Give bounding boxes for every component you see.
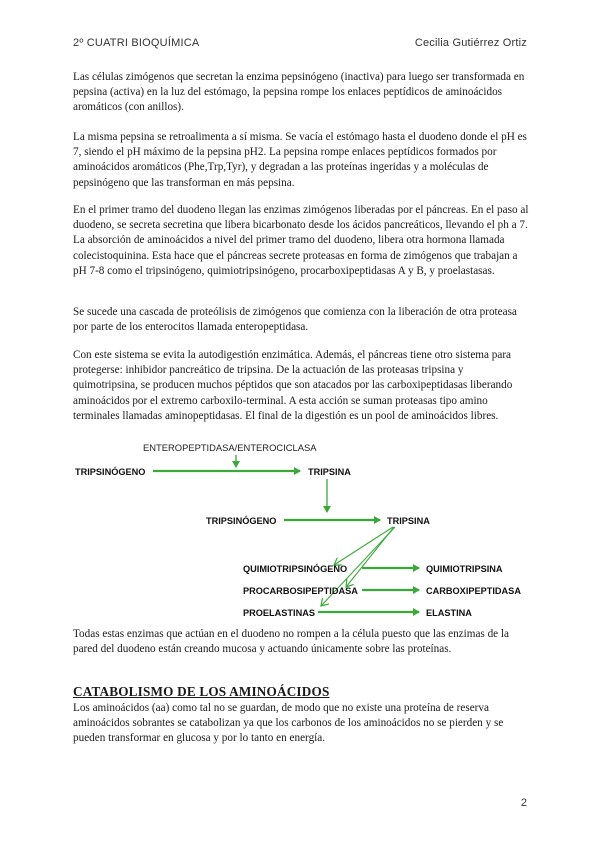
row3-zymogen-label: QUIMIOTRIPSINÓGENO (243, 564, 348, 574)
page-number: 2 (520, 797, 527, 809)
row5-zymogen-label: PROELASTINAS (243, 608, 315, 618)
paragraph-5: Con este sistema se evita la autodigestión enzimática. Además, el páncreas tiene otro sistema para protegerse: inhibidor pancreático de tripsina. De la actuación de las proteasas tripsina y quimotripsina, se producen muchos péptidos que son atacados por las carboxipeptidasas liberando aminoácidos por el extremo carboxilo-terminal. A esta acción se suman proteasas tipo amino terminales llamadas aminopeptidasas. El final de la digestión es un pool de aminoácidos libres. (73, 349, 513, 422)
header-left-title: 2º CUATRI BIOQUÍMICA (73, 37, 200, 49)
paragraph-4: Se sucede una cascada de proteólisis de zimógenos que comienza con la liberación de otra proteasa por parte de los enterocitos llamada enteropeptidasa. (73, 306, 517, 334)
header-author: Cecilia Gutiérrez Ortiz (414, 37, 527, 49)
paragraph-7: Los aminoácidos (aa) como tal no se guardan, de modo que no existe una proteína de reserva aminoácidos sobrantes se catabolizan ya que los carbonos de los aminoácidos no se pierden y se pueden transformar en glucosa y por lo tanto en energía. (73, 702, 504, 745)
row5-enzyme-label: ELASTINA (426, 608, 472, 618)
paragraph-3: En el primer tramo del duodeno llegan las enzimas zimógenos liberadas por el páncreas. En el paso al duodeno, se secreta secretina que libera bicarbonato desde los ácidos pancreáticos, llevando el ph a 7. La absorción de aminoácidos a nivel del primer tramo del duodeno, libera otra hormona llamada colecistoquinina. Esta hace que el páncreas secrete proteasas en forma de zimógenos que trabajan a pH 7-8 como el tripsinógeno, quimiotripsinógeno, procarboxipeptidasas A y B, y proelastasas. (73, 204, 529, 277)
enteropeptidase-label: ENTEROPEPTIDASA/ENTEROCICLASA (143, 442, 317, 453)
paragraph-1: Las células zimógenos que secretan la enzima pepsinógeno (inactiva) para luego ser transformada en pepsina (activa) en la luz del estómago, la pepsina rompe los enlaces peptídicos de aminoácidos aromáticos (con anillos). (73, 71, 525, 114)
row4-zymogen-label: PROCARBOSIPEPTIDASA (243, 586, 358, 596)
row1-enzyme-label: TRIPSINA (308, 467, 351, 477)
paragraph-2: La misma pepsina se retroalimenta a sí misma. Se vacía el estómago hasta el duodeno donde el pH es 7, siendo el pH máximo de la pepsina pH2. La pepsina rompe enlaces peptídicos formados por aminoácidos aromáticos (Phe,Trp,Tyr), y degradan a las proteínas ingeridas y a moléculas de pepsinógeno que las transforman en más pepsina. (73, 131, 527, 189)
row1-zymogen-label: TRIPSINÓGENO (75, 467, 146, 477)
row2-zymogen-label: TRIPSINÓGENO (206, 516, 277, 526)
paragraph-6: Todas estas enzimas que actúan en el duodeno no rompen a la célula puesto que las enzimas de la pared del duodeno están creando mucosa y actuando únicamente sobre las proteínas. (73, 628, 509, 656)
section-title: CATABOLISMO DE LOS AMINOÁCIDOS (73, 684, 330, 699)
row4-enzyme-label: CARBOXIPEPTIDASA (426, 586, 521, 596)
row3-enzyme-label: QUIMIOTRIPSINA (426, 564, 503, 574)
row2-enzyme-label: TRIPSINA (387, 516, 430, 526)
zymogen-cascade-diagram (0, 436, 600, 622)
trypsin-activates-chymo-arrow (334, 527, 393, 565)
